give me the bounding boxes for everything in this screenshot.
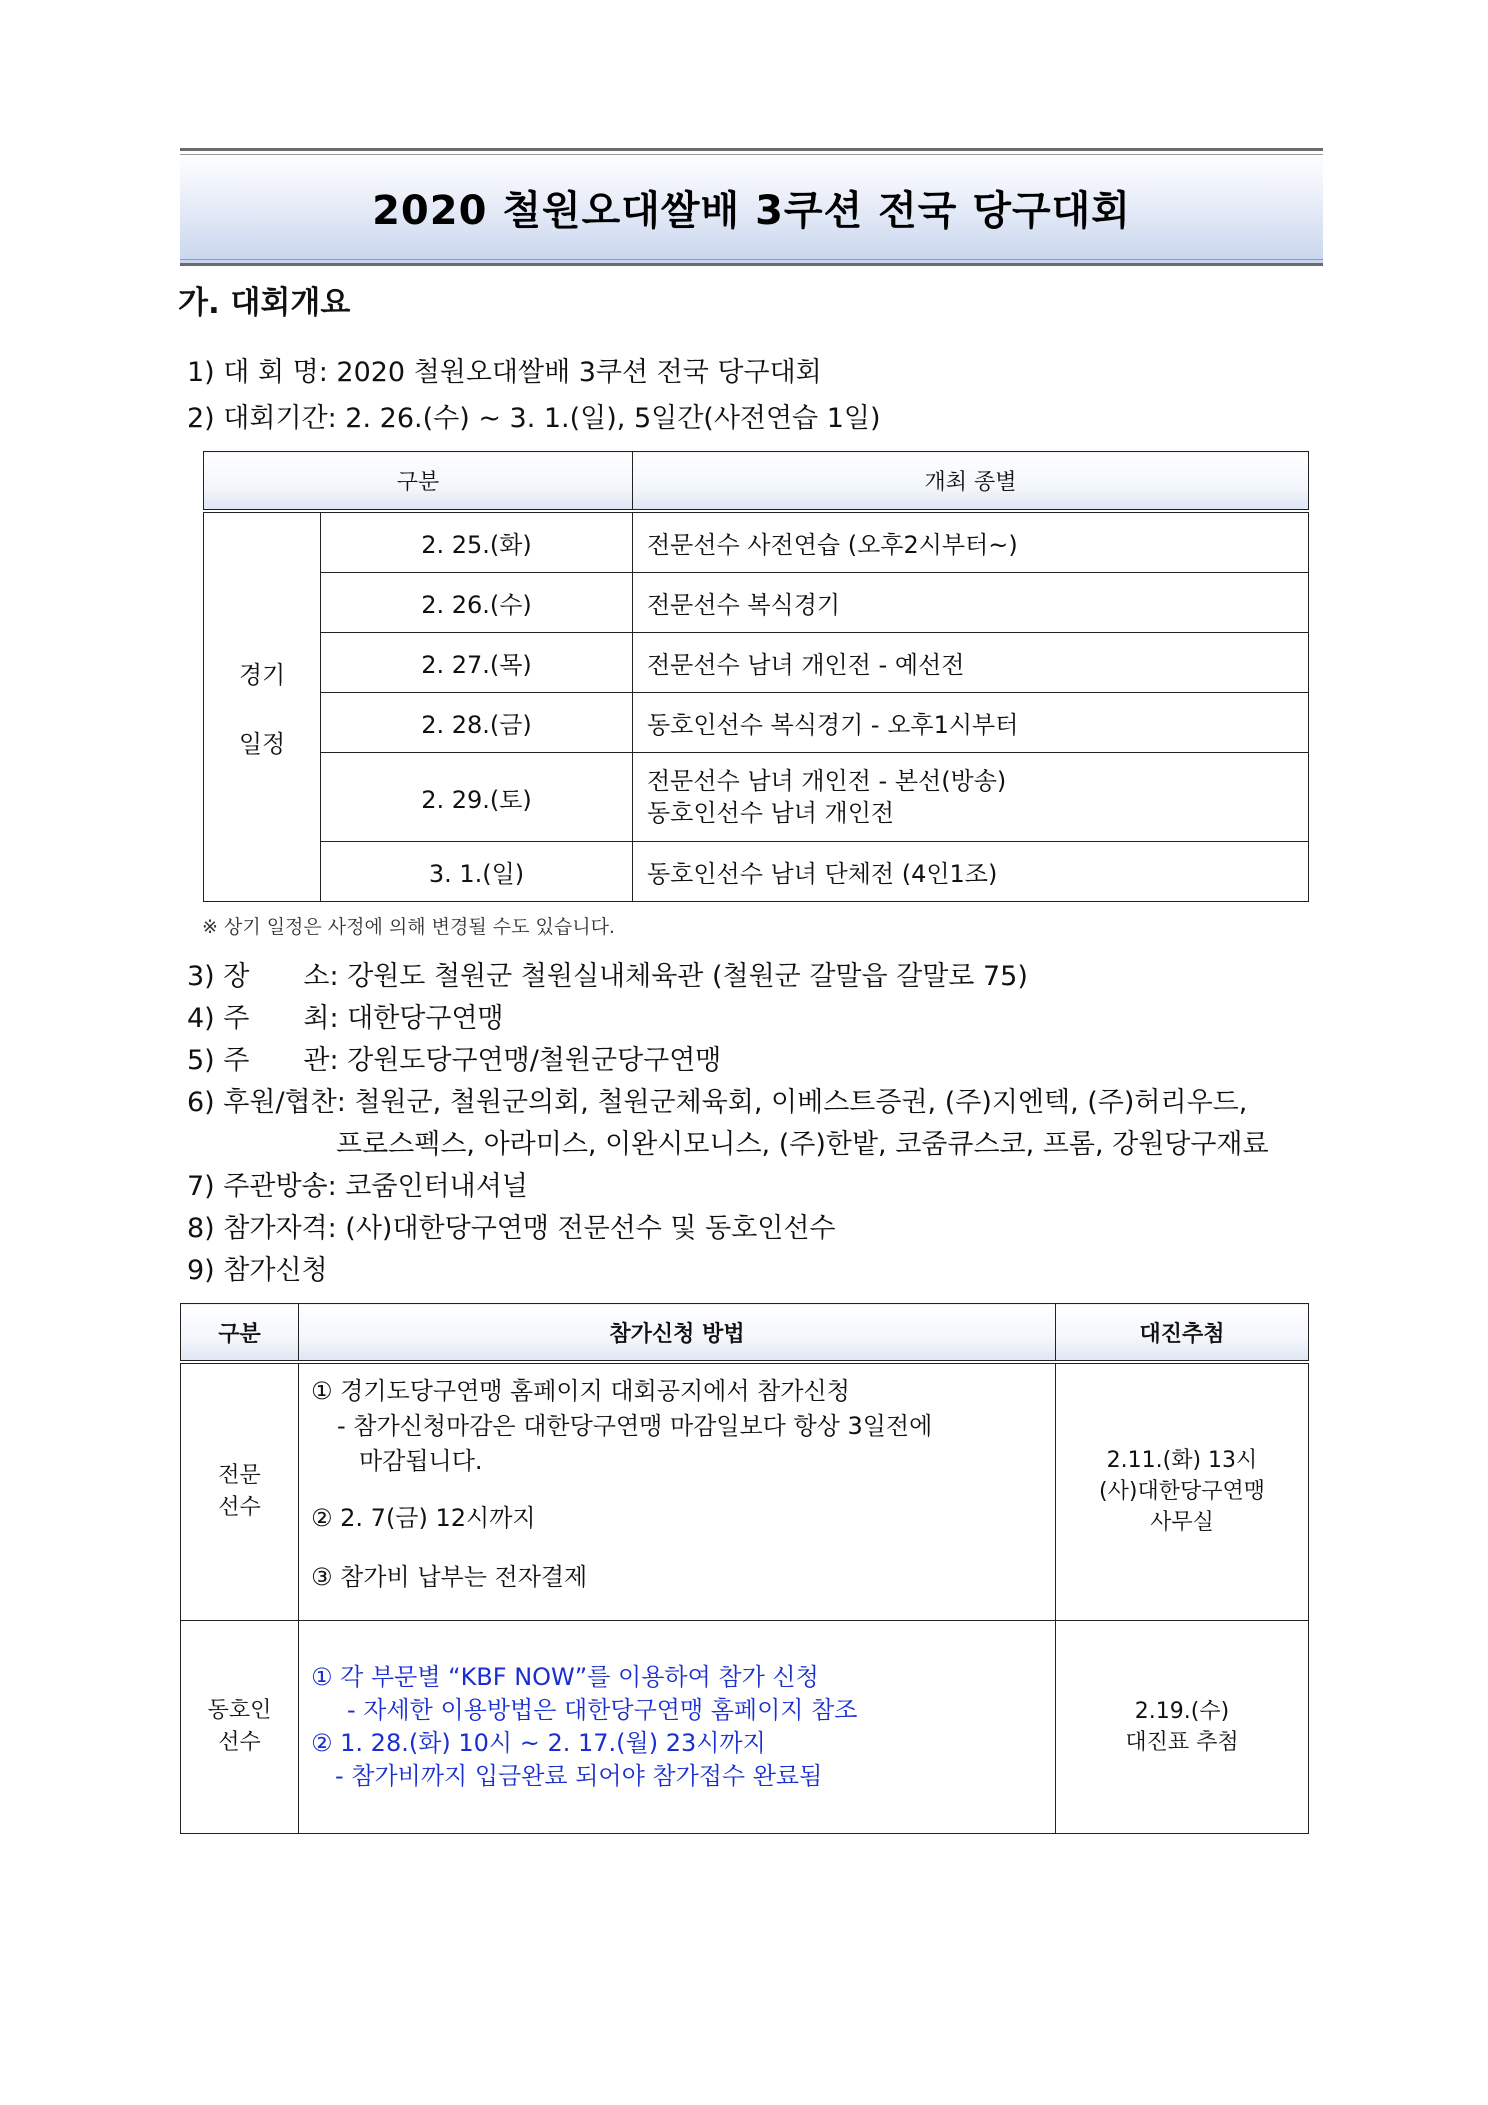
item-registration: 9) 참가신청 [187, 1255, 328, 1286]
item-venue: 3) 장 소: 강원도 철원군 철원실내체육관 (철원군 갈말읍 갈말로 75) [187, 961, 1028, 992]
item-sponsors: 6) 후원/협찬: 철원군, 철원군의회, 철원군체육회, 이베스트증권, (주)지엔텍, (주)허리우드, [187, 1087, 1248, 1118]
method-line: ① 각 부문별 “KBF NOW”를 이용하여 참가 신청 [311, 1662, 819, 1691]
method-line: ② 2. 7(금) 12시까지 [311, 1504, 536, 1532]
schedule-row [204, 753, 1309, 842]
registration-category [181, 1362, 299, 1620]
registration-draw [1056, 1620, 1309, 1833]
schedule-row [204, 633, 1309, 693]
item-host: 4) 주 최: 대한당구연맹 [187, 1003, 504, 1034]
schedule-header-event: 개최 종별 [633, 452, 1309, 512]
registration-category [181, 1620, 299, 1833]
schedule-event [633, 753, 1309, 842]
item-event-period: 2) 대회기간: 2. 26.(수) ~ 3. 1.(일), 5일간(사전연습 1일) [187, 403, 881, 434]
draw-line: 대진표 추첨 [1125, 1729, 1239, 1755]
schedule-group-line2: 일정 [238, 730, 286, 758]
schedule-group-line1: 경기 [238, 661, 286, 689]
method-line: ② 1. 28.(화) 10시 ~ 2. 17.(월) 23시까지 [311, 1728, 766, 1757]
schedule-event: 전문선수 사전연습 (오후2시부터~) [633, 511, 1309, 573]
registration-row-pro [181, 1362, 1309, 1620]
schedule-row [204, 511, 1309, 573]
registration-method [299, 1362, 1056, 1620]
schedule-event-line: 전문선수 남녀 개인전 - 본선(방송) [647, 767, 1007, 795]
schedule-row [204, 842, 1309, 902]
schedule-date: 2. 27.(목) [321, 633, 633, 693]
title-banner [180, 148, 1323, 266]
draw-line: 2.19.(수) [1134, 1698, 1230, 1724]
method-line: - 자세한 이용방법은 대한당구연맹 홈페이지 참조 [347, 1695, 858, 1724]
method-line: ① 경기도당구연맹 홈페이지 대회공지에서 참가신청 [311, 1377, 850, 1405]
schedule-row [204, 693, 1309, 753]
category-line: 선수 [218, 1494, 261, 1520]
registration-header-category: 구분 [181, 1304, 299, 1363]
schedule-date: 2. 25.(화) [321, 511, 633, 573]
registration-method [299, 1620, 1056, 1833]
schedule-event: 동호인선수 남녀 단체전 (4인1조) [633, 842, 1309, 902]
draw-line: 사무실 [1150, 1510, 1214, 1536]
item-eligibility: 8) 참가자격: (사)대한당구연맹 전문선수 및 동호인선수 [187, 1213, 836, 1244]
schedule-event-line: 동호인선수 남녀 개인전 [647, 799, 895, 827]
draw-line: (사)대한당구연맹 [1099, 1479, 1265, 1505]
schedule-group-label [204, 511, 321, 902]
schedule-header-category: 구분 [204, 452, 633, 512]
item-sponsors-cont: 프로스펙스, 아라미스, 이완시모니스, (주)한밭, 코줌큐스코, 프롬, 강원당구재료 [336, 1129, 1269, 1160]
schedule-table [203, 451, 1309, 902]
schedule-event: 동호인선수 복식경기 - 오후1시부터 [633, 693, 1309, 753]
method-line: - 참가신청마감은 대한당구연맹 마감일보다 항상 3일전에 [337, 1412, 933, 1440]
category-line: 동호인 [207, 1697, 272, 1723]
schedule-event: 전문선수 복식경기 [633, 573, 1309, 633]
registration-row-amateur [181, 1620, 1309, 1833]
registration-table [180, 1303, 1309, 1834]
document-title: 2020 철원오대쌀배 3쿠션 전국 당구대회 [372, 187, 1131, 234]
schedule-date: 3. 1.(일) [321, 842, 633, 902]
method-line: - 참가비까지 입금완료 되어야 참가접수 완료됨 [335, 1761, 823, 1790]
method-line: 마감됩니다. [359, 1447, 483, 1475]
section-heading: 가. 대회개요 [178, 285, 351, 321]
category-line: 선수 [218, 1729, 261, 1755]
item-broadcast: 7) 주관방송: 코줌인터내셔널 [187, 1171, 528, 1202]
category-line: 전문 [218, 1462, 261, 1488]
schedule-date: 2. 26.(수) [321, 573, 633, 633]
schedule-event: 전문선수 남녀 개인전 - 예선전 [633, 633, 1309, 693]
item-event-name: 1) 대 회 명: 2020 철원오대쌀배 3쿠션 전국 당구대회 [187, 357, 822, 388]
schedule-row [204, 573, 1309, 633]
registration-header-method: 참가신청 방법 [299, 1304, 1056, 1363]
schedule-header-row [204, 452, 1309, 512]
item-organizer: 5) 주 관: 강원도당구연맹/철원군당구연맹 [187, 1045, 722, 1076]
registration-header-row [181, 1304, 1309, 1363]
schedule-note: ※ 상기 일정은 사정에 의해 변경될 수도 있습니다. [202, 916, 615, 938]
registration-draw [1056, 1362, 1309, 1620]
registration-header-draw: 대진추첨 [1056, 1304, 1309, 1363]
schedule-date: 2. 28.(금) [321, 693, 633, 753]
schedule-date: 2. 29.(토) [321, 753, 633, 842]
method-line: ③ 참가비 납부는 전자결제 [311, 1563, 588, 1591]
draw-line: 2.11.(화) 13시 [1106, 1448, 1258, 1474]
